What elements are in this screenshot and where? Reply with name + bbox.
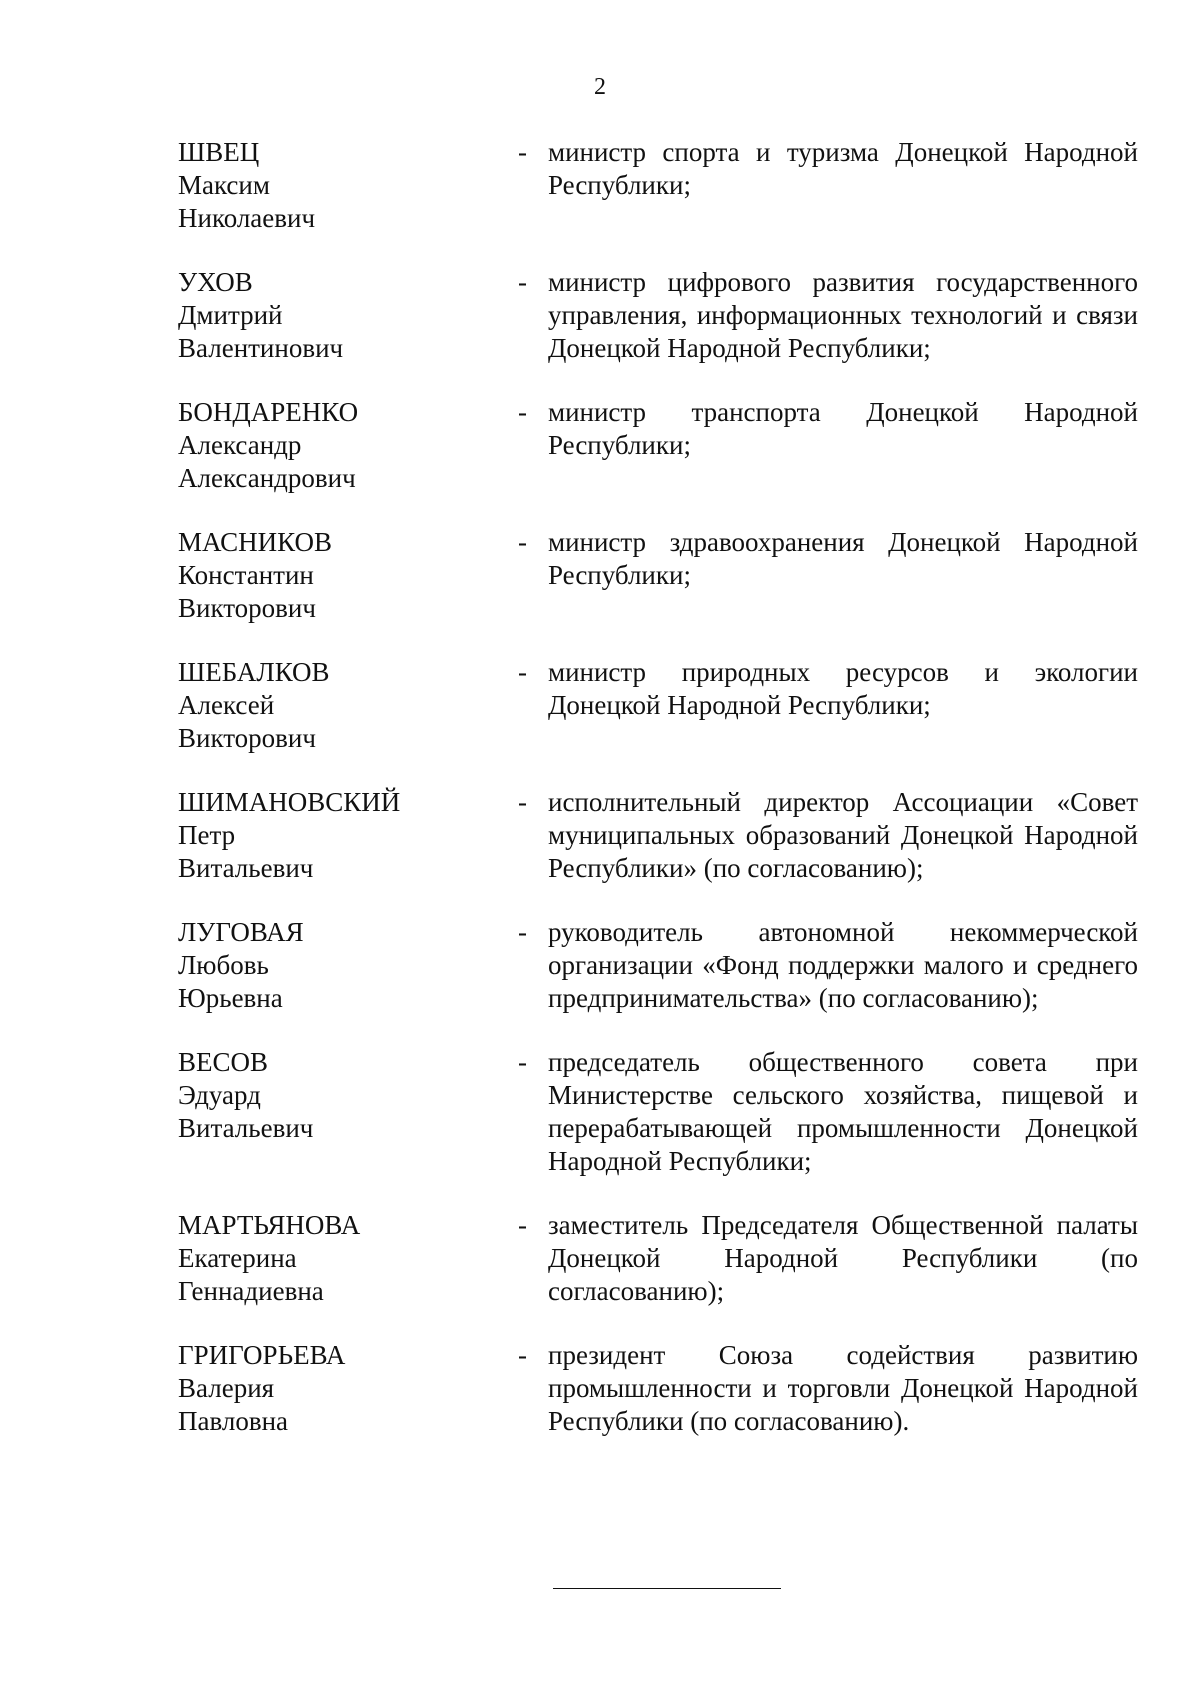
member-dash: - [518,137,527,167]
member-dash: - [518,527,527,557]
member-role: президент Союза содействия развитию промышленности и торговли Донецкой Народной Республики (по согласованию). [548,1340,1138,1436]
member-first-name: Эдуард [178,1080,261,1110]
member-patronymic: Викторович [178,723,316,753]
member-surname: БОНДАРЕНКО [178,397,359,427]
member-patronymic: Геннадиевна [178,1276,324,1306]
member-name [178,1339,518,1438]
member-surname: ШИМАНОВСКИЙ [178,787,401,817]
member-entry [178,656,1138,755]
member-name [178,786,518,885]
member-role: министр спорта и туризма Донецкой Народной Республики; [548,137,1138,200]
member-dash: - [518,917,527,947]
member-patronymic: Николаевич [178,203,316,233]
member-patronymic: Витальевич [178,1113,314,1143]
page-number: 2 [594,74,606,100]
member-dash: - [518,657,527,687]
member-role: министр транспорта Донецкой Народной Республики; [548,397,1138,460]
member-patronymic: Павловна [178,1406,289,1436]
member-dash: - [518,1210,527,1240]
member-patronymic: Викторович [178,593,316,623]
member-entry [178,786,1138,885]
member-first-name: Максим [178,170,270,200]
end-separator-line [553,1588,781,1589]
member-surname: ШЕБАЛКОВ [178,657,330,687]
member-name [178,526,518,625]
member-surname: ШВЕЦ [178,137,260,167]
member-name [178,916,518,1015]
member-surname: МАСНИКОВ [178,527,333,557]
member-patronymic: Юрьевна [178,983,283,1013]
member-entry [178,1046,1138,1178]
member-name [178,136,518,235]
member-name [178,1046,518,1178]
member-first-name: Константин [178,560,314,590]
member-surname: УХОВ [178,267,253,297]
member-surname: ГРИГОРЬЕВА [178,1340,346,1370]
member-patronymic: Витальевич [178,853,314,883]
member-patronymic: Александрович [178,463,356,493]
member-entry [178,266,1138,365]
member-name [178,656,518,755]
member-entry [178,396,1138,495]
member-role: заместитель Председателя Общественной палаты Донецкой Народной Республики (по согласованию); [548,1210,1138,1306]
member-name [178,1209,518,1308]
member-entry [178,1339,1138,1438]
member-surname: ЛУГОВАЯ [178,917,304,947]
member-role: председатель общественного совета при Министерстве сельского хозяйства, пищевой и перерабатывающей промышленности Донецкой Народной Республики; [548,1047,1138,1176]
member-first-name: Александр [178,430,302,460]
member-entry [178,916,1138,1015]
member-entry [178,1209,1138,1308]
member-first-name: Алексей [178,690,275,720]
member-first-name: Валерия [178,1373,275,1403]
member-dash: - [518,1047,527,1077]
member-entry [178,526,1138,625]
member-surname: ВЕСОВ [178,1047,269,1077]
member-dash: - [518,267,527,297]
member-list [178,136,1138,1438]
member-first-name: Любовь [178,950,269,980]
member-patronymic: Валентинович [178,333,344,363]
member-name [178,266,518,365]
member-dash: - [518,787,527,817]
member-dash: - [518,1340,527,1370]
member-surname: МАРТЬЯНОВА [178,1210,361,1240]
member-role: исполнительный директор Ассоциации «Совет муниципальных образований Донецкой Народной Республики» (по согласованию); [548,787,1138,883]
member-first-name: Дмитрий [178,300,283,330]
member-name [178,396,518,495]
member-dash: - [518,397,527,427]
member-first-name: Екатерина [178,1243,297,1273]
member-role: министр здравоохранения Донецкой Народной Республики; [548,527,1138,590]
member-role: министр природных ресурсов и экологии Донецкой Народной Республики; [548,657,1138,720]
member-role: министр цифрового развития государственного управления, информационных технологий и связи Донецкой Народной Республики; [548,267,1138,363]
member-first-name: Петр [178,820,236,850]
member-entry [178,136,1138,235]
member-role: руководитель автономной некоммерческой организации «Фонд поддержки малого и среднего предпринимательства» (по согласованию); [548,917,1138,1013]
